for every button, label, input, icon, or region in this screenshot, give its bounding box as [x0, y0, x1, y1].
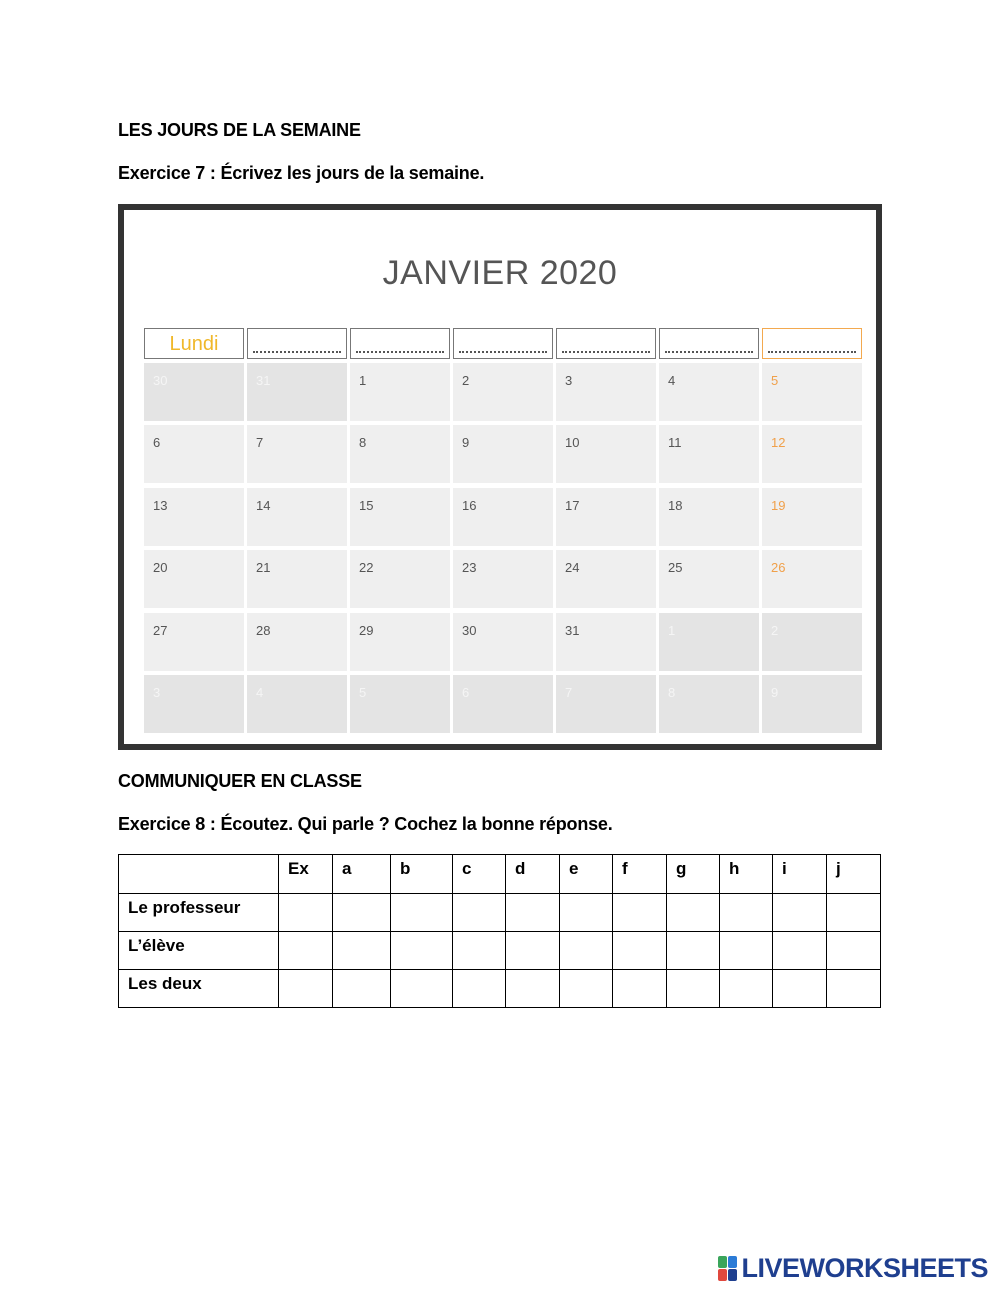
table-column-header: Ex	[279, 855, 333, 894]
calendar-day-cell: 26	[762, 550, 862, 608]
calendar-day-cell: 3	[556, 363, 656, 421]
calendar-day-cell: 5	[350, 675, 450, 733]
calendar-day-cell: 2	[453, 363, 553, 421]
calendar-day-cell: 6	[144, 425, 244, 483]
calendar-day-cell: 9	[453, 425, 553, 483]
section-title-jours: LES JOURS DE LA SEMAINE	[118, 120, 361, 140]
calendar-day-cell: 7	[556, 675, 656, 733]
calendar-day-cell: 24	[556, 550, 656, 608]
table-column-header: b	[391, 855, 453, 894]
day-name-input-2[interactable]	[247, 328, 347, 359]
calendar-day-cell: 20	[144, 550, 244, 608]
calendar-day-cell: 10	[556, 425, 656, 483]
calendar-day-cell: 7	[247, 425, 347, 483]
answer-checkbox-cell[interactable]	[279, 894, 333, 932]
answer-checkbox-cell[interactable]	[667, 894, 720, 932]
liveworksheets-logo	[718, 1253, 988, 1284]
table-column-header: f	[613, 855, 667, 894]
calendar-day-cell: 23	[453, 550, 553, 608]
answer-checkbox-cell[interactable]	[773, 894, 827, 932]
answer-checkbox-cell[interactable]	[333, 894, 391, 932]
table-column-header: c	[453, 855, 506, 894]
table-column-header: g	[667, 855, 720, 894]
logo-text: LIVEWORKSHEETS	[741, 1253, 988, 1283]
calendar-day-cell: 28	[247, 613, 347, 671]
answer-checkbox-cell[interactable]	[391, 932, 453, 970]
section-title-communiquer: COMMUNIQUER EN CLASSE	[118, 771, 362, 791]
calendar-day-cell: 14	[247, 488, 347, 546]
calendar-day-cell: 15	[350, 488, 450, 546]
table-column-header: e	[560, 855, 613, 894]
calendar-day-cell: 31	[556, 613, 656, 671]
answer-table	[118, 854, 881, 1008]
day-name-input-7[interactable]	[762, 328, 862, 359]
answer-checkbox-cell[interactable]	[827, 894, 881, 932]
calendar-day-cell: 22	[350, 550, 450, 608]
logo-icon	[718, 1256, 738, 1282]
table-row	[119, 932, 881, 970]
calendar-day-cell: 29	[350, 613, 450, 671]
calendar-day-cell: 27	[144, 613, 244, 671]
answer-checkbox-cell[interactable]	[720, 894, 773, 932]
table-row-label: Les deux	[119, 970, 279, 1008]
table-column-header: j	[827, 855, 881, 894]
calendar-day-cell: 19	[762, 488, 862, 546]
table-column-header: i	[773, 855, 827, 894]
answer-checkbox-cell[interactable]	[391, 970, 453, 1008]
calendar-day-cell: 4	[247, 675, 347, 733]
answer-checkbox-cell[interactable]	[613, 932, 667, 970]
day-name-input-5[interactable]	[556, 328, 656, 359]
calendar-day-cell: 30	[144, 363, 244, 421]
calendar-day-cell: 30	[453, 613, 553, 671]
answer-checkbox-cell[interactable]	[720, 932, 773, 970]
answer-checkbox-cell[interactable]	[506, 932, 560, 970]
answer-checkbox-cell[interactable]	[391, 894, 453, 932]
calendar-grid	[144, 328, 862, 737]
answer-checkbox-cell[interactable]	[720, 970, 773, 1008]
calendar-day-cell: 1	[659, 613, 759, 671]
table-row	[119, 970, 881, 1008]
calendar-day-cell: 21	[247, 550, 347, 608]
calendar-day-cell: 31	[247, 363, 347, 421]
table-column-header: a	[333, 855, 391, 894]
table-column-header: h	[720, 855, 773, 894]
calendar-day-cell: 5	[762, 363, 862, 421]
answer-checkbox-cell[interactable]	[279, 932, 333, 970]
answer-checkbox-cell[interactable]	[667, 970, 720, 1008]
calendar-day-cell: 18	[659, 488, 759, 546]
calendar-day-cell: 2	[762, 613, 862, 671]
answer-checkbox-cell[interactable]	[506, 894, 560, 932]
answer-checkbox-cell[interactable]	[279, 970, 333, 1008]
calendar-day-cell: 25	[659, 550, 759, 608]
answer-checkbox-cell[interactable]	[560, 894, 613, 932]
table-row-label: Le professeur	[119, 894, 279, 932]
answer-checkbox-cell[interactable]	[560, 932, 613, 970]
calendar-day-cell: 11	[659, 425, 759, 483]
calendar-day-cell: 4	[659, 363, 759, 421]
calendar-day-cell: 8	[350, 425, 450, 483]
table-column-header: d	[506, 855, 560, 894]
answer-checkbox-cell[interactable]	[827, 932, 881, 970]
day-name-input-4[interactable]	[453, 328, 553, 359]
calendar-title: JANVIER 2020	[382, 254, 618, 292]
day-name-input-6[interactable]	[659, 328, 759, 359]
table-corner-cell	[119, 855, 279, 894]
exercise-7-instruction: Exercice 7 : Écrivez les jours de la semaine.	[118, 163, 485, 183]
answer-checkbox-cell[interactable]	[667, 932, 720, 970]
calendar-day-cell: 12	[762, 425, 862, 483]
calendar-day-cell: 8	[659, 675, 759, 733]
calendar-day-cell: 9	[762, 675, 862, 733]
answer-checkbox-cell[interactable]	[773, 970, 827, 1008]
calendar-day-cell: 3	[144, 675, 244, 733]
answer-checkbox-cell[interactable]	[613, 894, 667, 932]
calendar-day-cell: 16	[453, 488, 553, 546]
answer-checkbox-cell[interactable]	[333, 970, 391, 1008]
answer-checkbox-cell[interactable]	[453, 894, 506, 932]
answer-checkbox-cell[interactable]	[506, 970, 560, 1008]
answer-checkbox-cell[interactable]	[773, 932, 827, 970]
answer-checkbox-cell[interactable]	[613, 970, 667, 1008]
calendar-day-cell: 1	[350, 363, 450, 421]
calendar-day-cell: 6	[453, 675, 553, 733]
answer-checkbox-cell[interactable]	[827, 970, 881, 1008]
calendar-day-cell: 13	[144, 488, 244, 546]
answer-checkbox-cell[interactable]	[453, 932, 506, 970]
table-row	[119, 894, 881, 932]
answer-checkbox-cell[interactable]	[560, 970, 613, 1008]
answer-checkbox-cell[interactable]	[333, 932, 391, 970]
exercise-8-instruction: Exercice 8 : Écoutez. Qui parle ? Cochez la bonne réponse.	[118, 814, 613, 834]
day-name-input-1[interactable]: Lundi	[144, 328, 244, 359]
calendar-day-cell: 17	[556, 488, 656, 546]
day-name-input-3[interactable]	[350, 328, 450, 359]
calendar	[118, 204, 882, 750]
answer-checkbox-cell[interactable]	[453, 970, 506, 1008]
table-row-label: L’élève	[119, 932, 279, 970]
